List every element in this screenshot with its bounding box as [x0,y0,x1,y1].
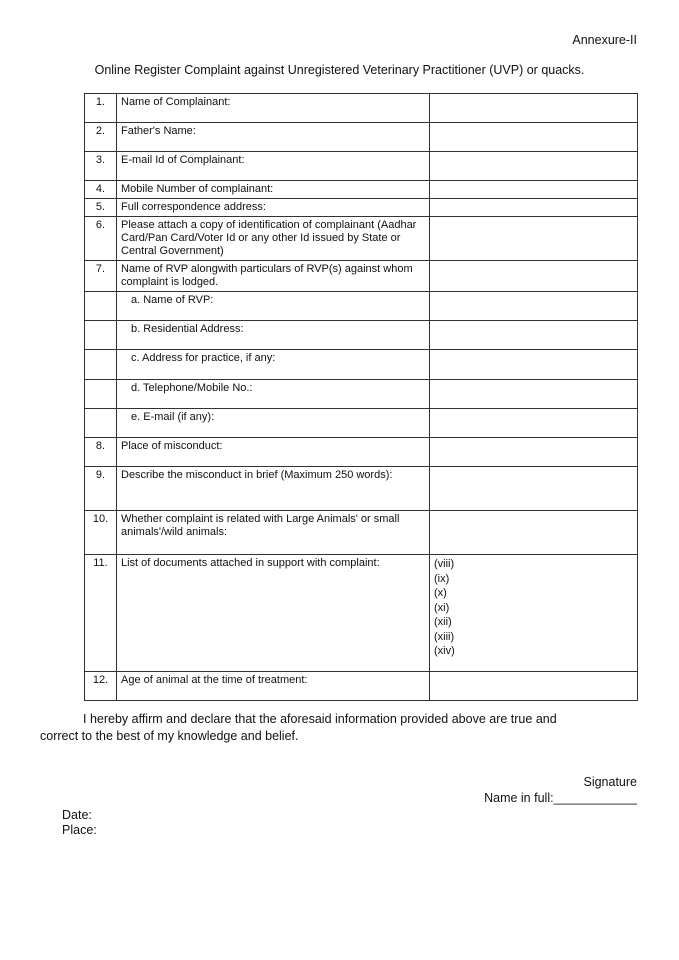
answer-field[interactable] [430,467,638,511]
row-label: List of documents attached in support with complaint: [117,555,430,672]
form-row [85,181,638,199]
answer-field[interactable] [430,199,638,217]
form-row [85,380,638,409]
form-row [85,292,638,321]
answer-field[interactable] [430,672,638,701]
answer-field[interactable] [430,380,638,409]
row-label: Father's Name: [117,123,430,152]
form-row [85,217,638,261]
declaration [40,711,640,745]
row-number [85,380,117,409]
attachment-field[interactable] [430,217,638,261]
row-number: 5. [85,199,117,217]
row-number [85,409,117,438]
declaration-line: I hereby affirm and declare that the aforesaid information provided above are true and [83,712,557,726]
row-number [85,350,117,380]
row-number: 10. [85,511,117,555]
annexure-label: Annexure-II [572,33,637,47]
row-number: 9. [85,467,117,511]
row-label: Name of RVP alongwith particulars of RVP(s) against whom complaint is lodged. [117,261,430,292]
answer-field[interactable] [430,409,638,438]
row-label: Please attach a copy of identification of complainant (Aadhar Card/Pan Card/Voter Id or any other Id issued by State or Central Government) [117,217,430,261]
complaint-form-table [84,93,638,701]
form-row [85,199,638,217]
row-label: d. Telephone/Mobile No.: [131,382,253,394]
row-number: 2. [85,123,117,152]
form-title: Online Register Complaint against Unregistered Veterinary Practitioner (UVP) or quacks. [94,63,585,77]
answer-field[interactable] [430,511,638,555]
row-number: 11. [85,555,117,672]
answer-field[interactable] [430,292,638,321]
date-place-block [62,808,97,838]
document-item: (x) [434,587,447,599]
row-number: 3. [85,152,117,181]
date-label: Date: [62,808,92,822]
row-number [85,321,117,350]
row-number: 7. [85,261,117,292]
form-row [85,511,638,555]
answer-field[interactable] [430,181,638,199]
document-item: (xi) [434,601,450,614]
row-label: c. Address for practice, if any: [131,352,276,364]
document-item: (ix) [434,572,450,585]
form-row [85,350,638,380]
answer-field[interactable] [430,123,638,152]
form-row [85,94,638,123]
row-number: 8. [85,438,117,467]
row-label: Full correspondence address: [117,199,430,217]
row-label: Name of Complainant: [117,94,430,123]
row-number [85,292,117,321]
row-label: e. E-mail (if any): [131,411,215,423]
document-item: (viii) [434,558,455,570]
answer-field[interactable] [430,438,638,467]
form-row [85,672,638,701]
answer-field[interactable] [430,321,638,350]
row-label: b. Residential Address: [131,323,244,335]
document-item: (xiv) [434,645,455,657]
row-label: Whether complaint is related with Large Animals' or small animals'/wild animals: [117,511,430,555]
row-label: E-mail Id of Complainant: [117,152,430,181]
row-number: 12. [85,672,117,701]
answer-field[interactable] [430,261,638,292]
declaration-line: correct to the best of my knowledge and belief. [40,729,299,743]
form-row [85,438,638,467]
answer-field[interactable] [430,350,638,380]
row-label: Mobile Number of complainant: [117,181,430,199]
documents-list [430,555,638,672]
form-row [85,409,638,438]
form-row [85,261,638,292]
form-row [85,123,638,152]
row-number: 1. [85,94,117,123]
name-in-full-field[interactable]: Name in full:____________ [484,791,637,805]
place-label: Place: [62,823,97,837]
document-item: (xiii) [434,630,455,643]
answer-field[interactable] [430,94,638,123]
form-row [85,152,638,181]
form-row [85,555,638,672]
answer-field[interactable] [430,152,638,181]
form-row [85,321,638,350]
row-number: 6. [85,217,117,261]
row-label: Age of animal at the time of treatment: [117,672,430,701]
row-label: a. Name of RVP: [131,294,214,306]
row-label: Place of misconduct: [117,438,430,467]
row-number: 4. [85,181,117,199]
form-row [85,467,638,511]
row-label: Describe the misconduct in brief (Maximum 250 words): [117,467,430,511]
signature-label: Signature [583,775,637,789]
document-item: (xii) [434,616,452,628]
